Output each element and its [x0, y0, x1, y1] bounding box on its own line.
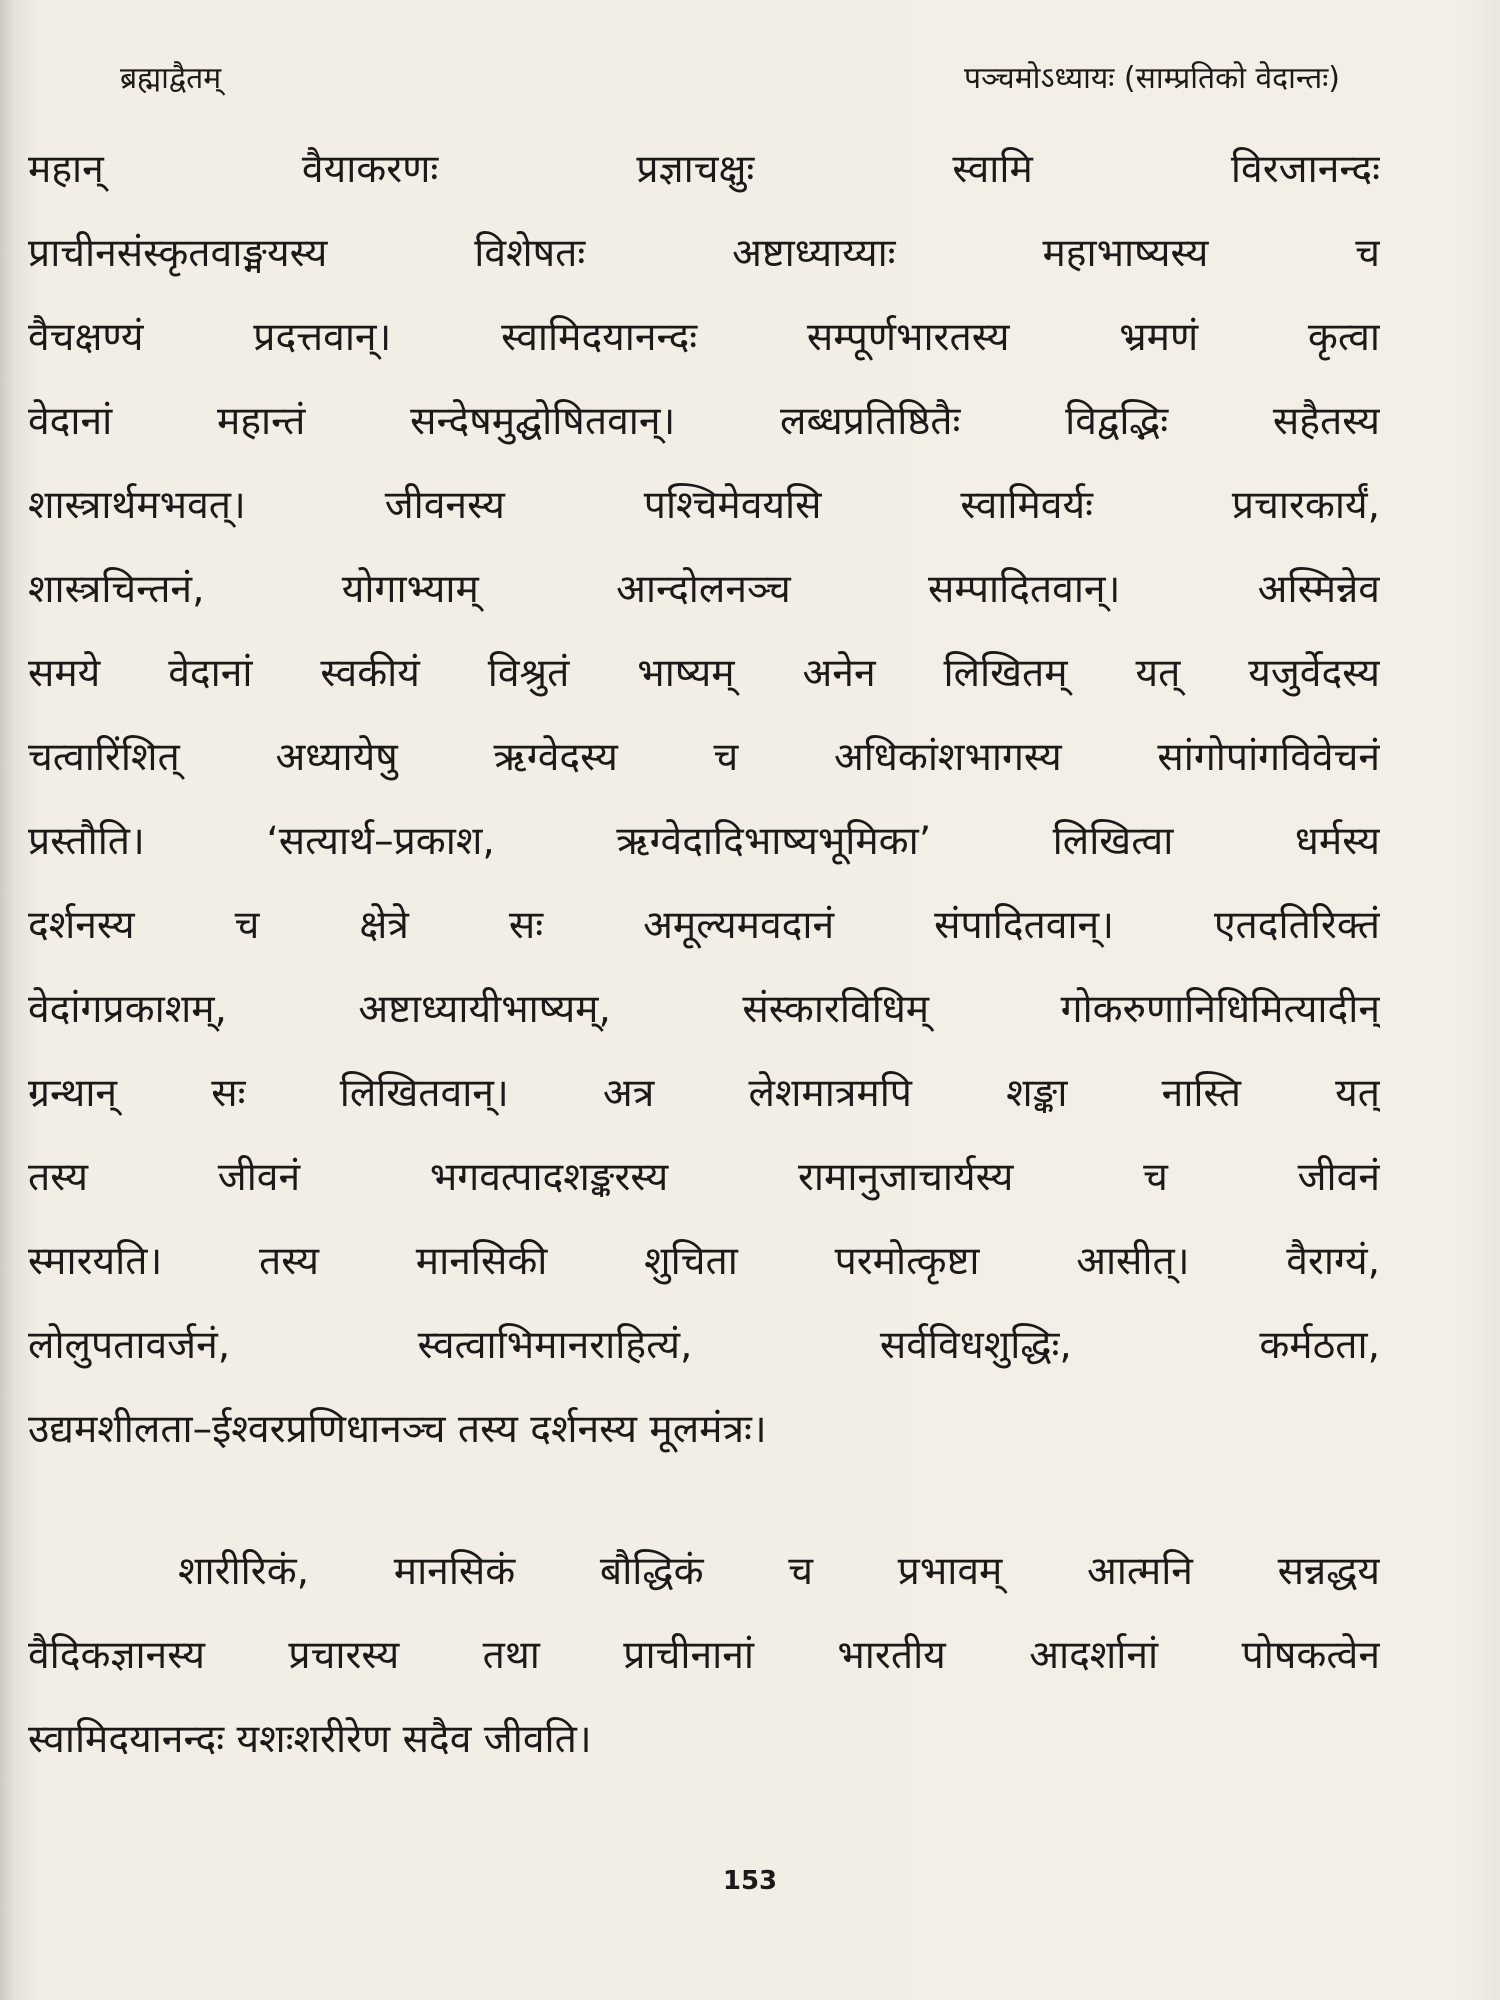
text-line: समये वेदानां स्वकीयं विश्रुतं भाष्यम् अनेन लिखितम् यत् यजुर्वेदस्य — [28, 651, 1380, 696]
book-title: ब्रह्माद्वैतम् — [120, 61, 222, 96]
text-line: लोलुपतावर्जनं, स्वत्वाभिमानराहित्यं, सर्वविधशुद्धिः, कर्मठता, — [28, 1323, 1380, 1368]
text-line: वेदांगप्रकाशम्, अष्टाध्यायीभाष्यम्, संस्कारविधिम् गोकरुणानिधिमित्यादीन् — [28, 987, 1380, 1032]
text-line: ग्रन्थान् सः लिखितवान्। अत्र लेशमात्रमपि शङ्का नास्ति यत् — [28, 1071, 1380, 1116]
text-line: वैदिकज्ञानस्य प्रचारस्य तथा प्राचीनानां भारतीय आदर्शानां पोषकत्वेन — [28, 1633, 1380, 1678]
running-header — [100, 48, 1360, 108]
body-text — [28, 128, 1380, 1782]
text-line: स्वामिदयानन्दः यशःशरीरेण सदैव जीवति। — [28, 1717, 592, 1762]
paragraph-1 — [28, 128, 1380, 1472]
text-line: प्राचीनसंस्कृतवाङ्मयस्य विशेषतः अष्टाध्याय्याः महाभाष्यस्य च — [28, 231, 1380, 276]
text-line: प्रस्तौति। ‘सत्यार्थ–प्रकाश, ऋग्वेदादिभाष्यभूमिका’ लिखित्वा धर्मस्य — [28, 819, 1380, 864]
paragraph-gap — [28, 1472, 1380, 1530]
text-line: शास्त्रार्थमभवत्। जीवनस्य पश्चिमेवयसि स्वामिवर्यः प्रचारकार्यं, — [28, 483, 1380, 528]
text-line: स्मारयति। तस्य मानसिकी शुचिता परमोत्कृष्टा आसीत्। वैराग्यं, — [28, 1239, 1380, 1284]
chapter-title: पञ्चमोऽध्यायः (साम्प्रतिको वेदान्तः) — [964, 61, 1340, 96]
text-line: वैचक्षण्यं प्रदत्तवान्। स्वामिदयानन्दः सम्पूर्णभारतस्य भ्रमणं कृत्वा — [28, 315, 1380, 360]
text-line: शास्त्रचिन्तनं, योगाभ्याम् आन्दोलनञ्च सम्पादितवान्। अस्मिन्नेव — [28, 567, 1380, 612]
text-line: शारीरिकं, मानसिकं बौद्धिकं च प्रभावम् आत्मनि सन्नद्धय — [178, 1549, 1380, 1594]
text-line: वेदानां महान्तं सन्देषमुद्घोषितवान्। लब्धप्रतिष्ठितैः विद्वद्भिः सहैतस्य — [28, 399, 1380, 444]
text-line: दर्शनस्य च क्षेत्रे सः अमूल्यमवदानं संपादितवान्। एतदतिरिक्तं — [28, 903, 1380, 948]
text-line: तस्य जीवनं भगवत्पादशङ्करस्य रामानुजाचार्यस्य च जीवनं — [28, 1155, 1380, 1200]
text-line: महान् वैयाकरणः प्रज्ञाचक्षुः स्वामि विरजानन्दः — [28, 147, 1380, 192]
page-number: 153 — [722, 1866, 778, 1896]
text-line: चत्वारिंशित् अध्यायेषु ऋग्वेदस्य च अधिकांशभागस्य सांगोपांगविवेचनं — [28, 735, 1380, 780]
text-line: उद्यमशीलता–ईश्वरप्रणिधानञ्च तस्य दर्शनस्य मूलमंत्रः। — [28, 1407, 767, 1452]
paragraph-2 — [28, 1530, 1380, 1782]
